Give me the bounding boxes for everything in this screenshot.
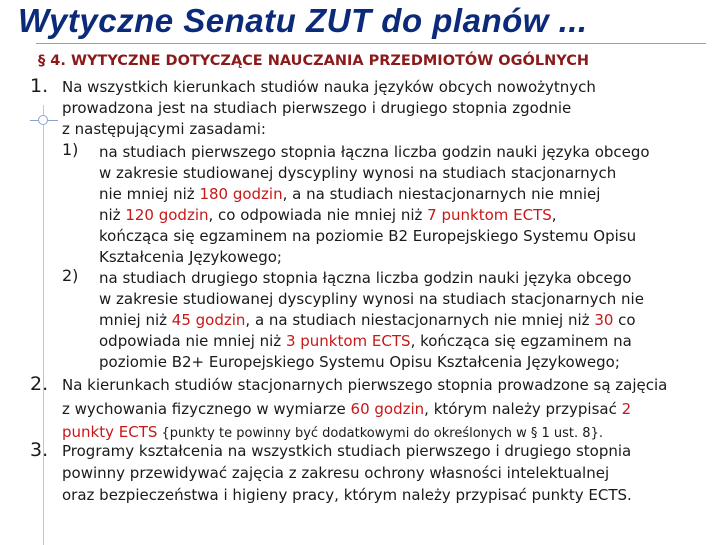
subitem-1-line-3 <box>99 184 600 205</box>
item-1-number: 1. <box>30 75 49 97</box>
item-1-line-1: Na wszystkich kierunkach studiów nauka języków obcych nowożytnych <box>62 78 596 96</box>
subitem-2-line-2: w zakresie studiowanej dyscypliny wynosi na studiach stacjonarnych nie <box>99 290 644 308</box>
title-divider <box>36 43 706 44</box>
text-segment: odpowiada nie mniej niż <box>99 332 286 350</box>
text-segment: , co odpowiada nie mniej niż <box>208 206 428 224</box>
item-3-line-2: powinny przewidywać zajęcia z zakresu ochrony własności intelektualnej <box>62 464 610 482</box>
subitem-1-number: 1) <box>62 140 79 159</box>
subitem-1-line-6: Kształcenia Językowego; <box>99 248 282 266</box>
text-segment: , a na studiach niestacjonarnych nie mniej <box>282 185 601 203</box>
text-segment: , a na studiach niestacjonarnych nie mniej niż <box>245 311 595 329</box>
text-segment: , którym należy przypisać <box>424 400 622 418</box>
highlight-hours: 180 godzin <box>199 185 283 203</box>
highlight-ects: 7 punktom ECTS <box>427 206 552 224</box>
item-1-line-3: z następującymi zasadami: <box>62 120 266 138</box>
note-text: {punkty te powinny być dodatkowymi do określonych w § 1 ust. 8}. <box>157 426 603 441</box>
item-2-number: 2. <box>30 373 49 395</box>
highlight-hours: 120 godzin <box>125 206 209 224</box>
item-3-number: 3. <box>30 439 49 461</box>
subitem-1-line-4 <box>99 205 557 226</box>
highlight-ects: 2 <box>621 400 632 418</box>
subitem-1-line-5: kończąca się egzaminem na poziomie B2 Europejskiego Systemu Opisu <box>99 227 637 245</box>
text-segment: mniej niż <box>99 311 172 329</box>
section-heading: § 4. WYTYCZNE DOTYCZĄCE NAUCZANIA PRZEDMIOTÓW OGÓLNYCH <box>38 53 589 69</box>
highlight-hours: 45 godzin <box>171 311 246 329</box>
subitem-2-line-1: na studiach drugiego stopnia łączna liczba godzin nauki języka obcego <box>99 269 632 287</box>
item-1-line-2: prowadzona jest na studiach pierwszego i drugiego stopnia zgodnie <box>62 99 572 117</box>
decorative-vertical-line <box>43 105 44 545</box>
text-segment: nie mniej niż <box>99 185 200 203</box>
highlight-ects: 3 punktom ECTS <box>285 332 411 350</box>
text-segment: co <box>613 311 636 329</box>
subitem-1-line-2: w zakresie studiowanej dyscypliny wynosi na studiach stacjonarnych <box>99 164 617 182</box>
subitem-2-number: 2) <box>62 266 79 285</box>
highlight-ects: punkty ECTS <box>62 423 158 441</box>
subitem-1-line-1: na studiach pierwszego stopnia łączna liczba godzin nauki języka obcego <box>99 143 650 161</box>
text-segment: z wychowania fizycznego w wymiarze <box>62 400 351 418</box>
item-2-line-1: Na kierunkach studiów stacjonarnych pierwszego stopnia prowadzone są zajęcia <box>62 376 668 394</box>
subitem-2-line-3 <box>99 310 636 331</box>
subitem-2-line-4 <box>99 331 632 352</box>
subitem-2-line-5: poziomie B2+ Europejskiego Systemu Opisu Kształcenia Językowego; <box>99 353 620 371</box>
item-2-line-2 <box>62 399 631 420</box>
highlight-hours: 30 <box>594 311 614 329</box>
text-segment: , <box>551 206 557 224</box>
text-segment: , kończąca się egzaminem na <box>410 332 632 350</box>
decorative-circle <box>38 115 48 125</box>
item-3-line-3: oraz bezpieczeństwa i higieny pracy, którym należy przypisać punkty ECTS. <box>62 486 632 504</box>
page-title: Wytyczne Senatu ZUT do planów ... <box>18 2 588 39</box>
text-segment: niż <box>99 206 126 224</box>
highlight-hours: 60 godzin <box>350 400 425 418</box>
item-3-line-1: Programy kształcenia na wszystkich studiach pierwszego i drugiego stopnia <box>62 442 632 460</box>
